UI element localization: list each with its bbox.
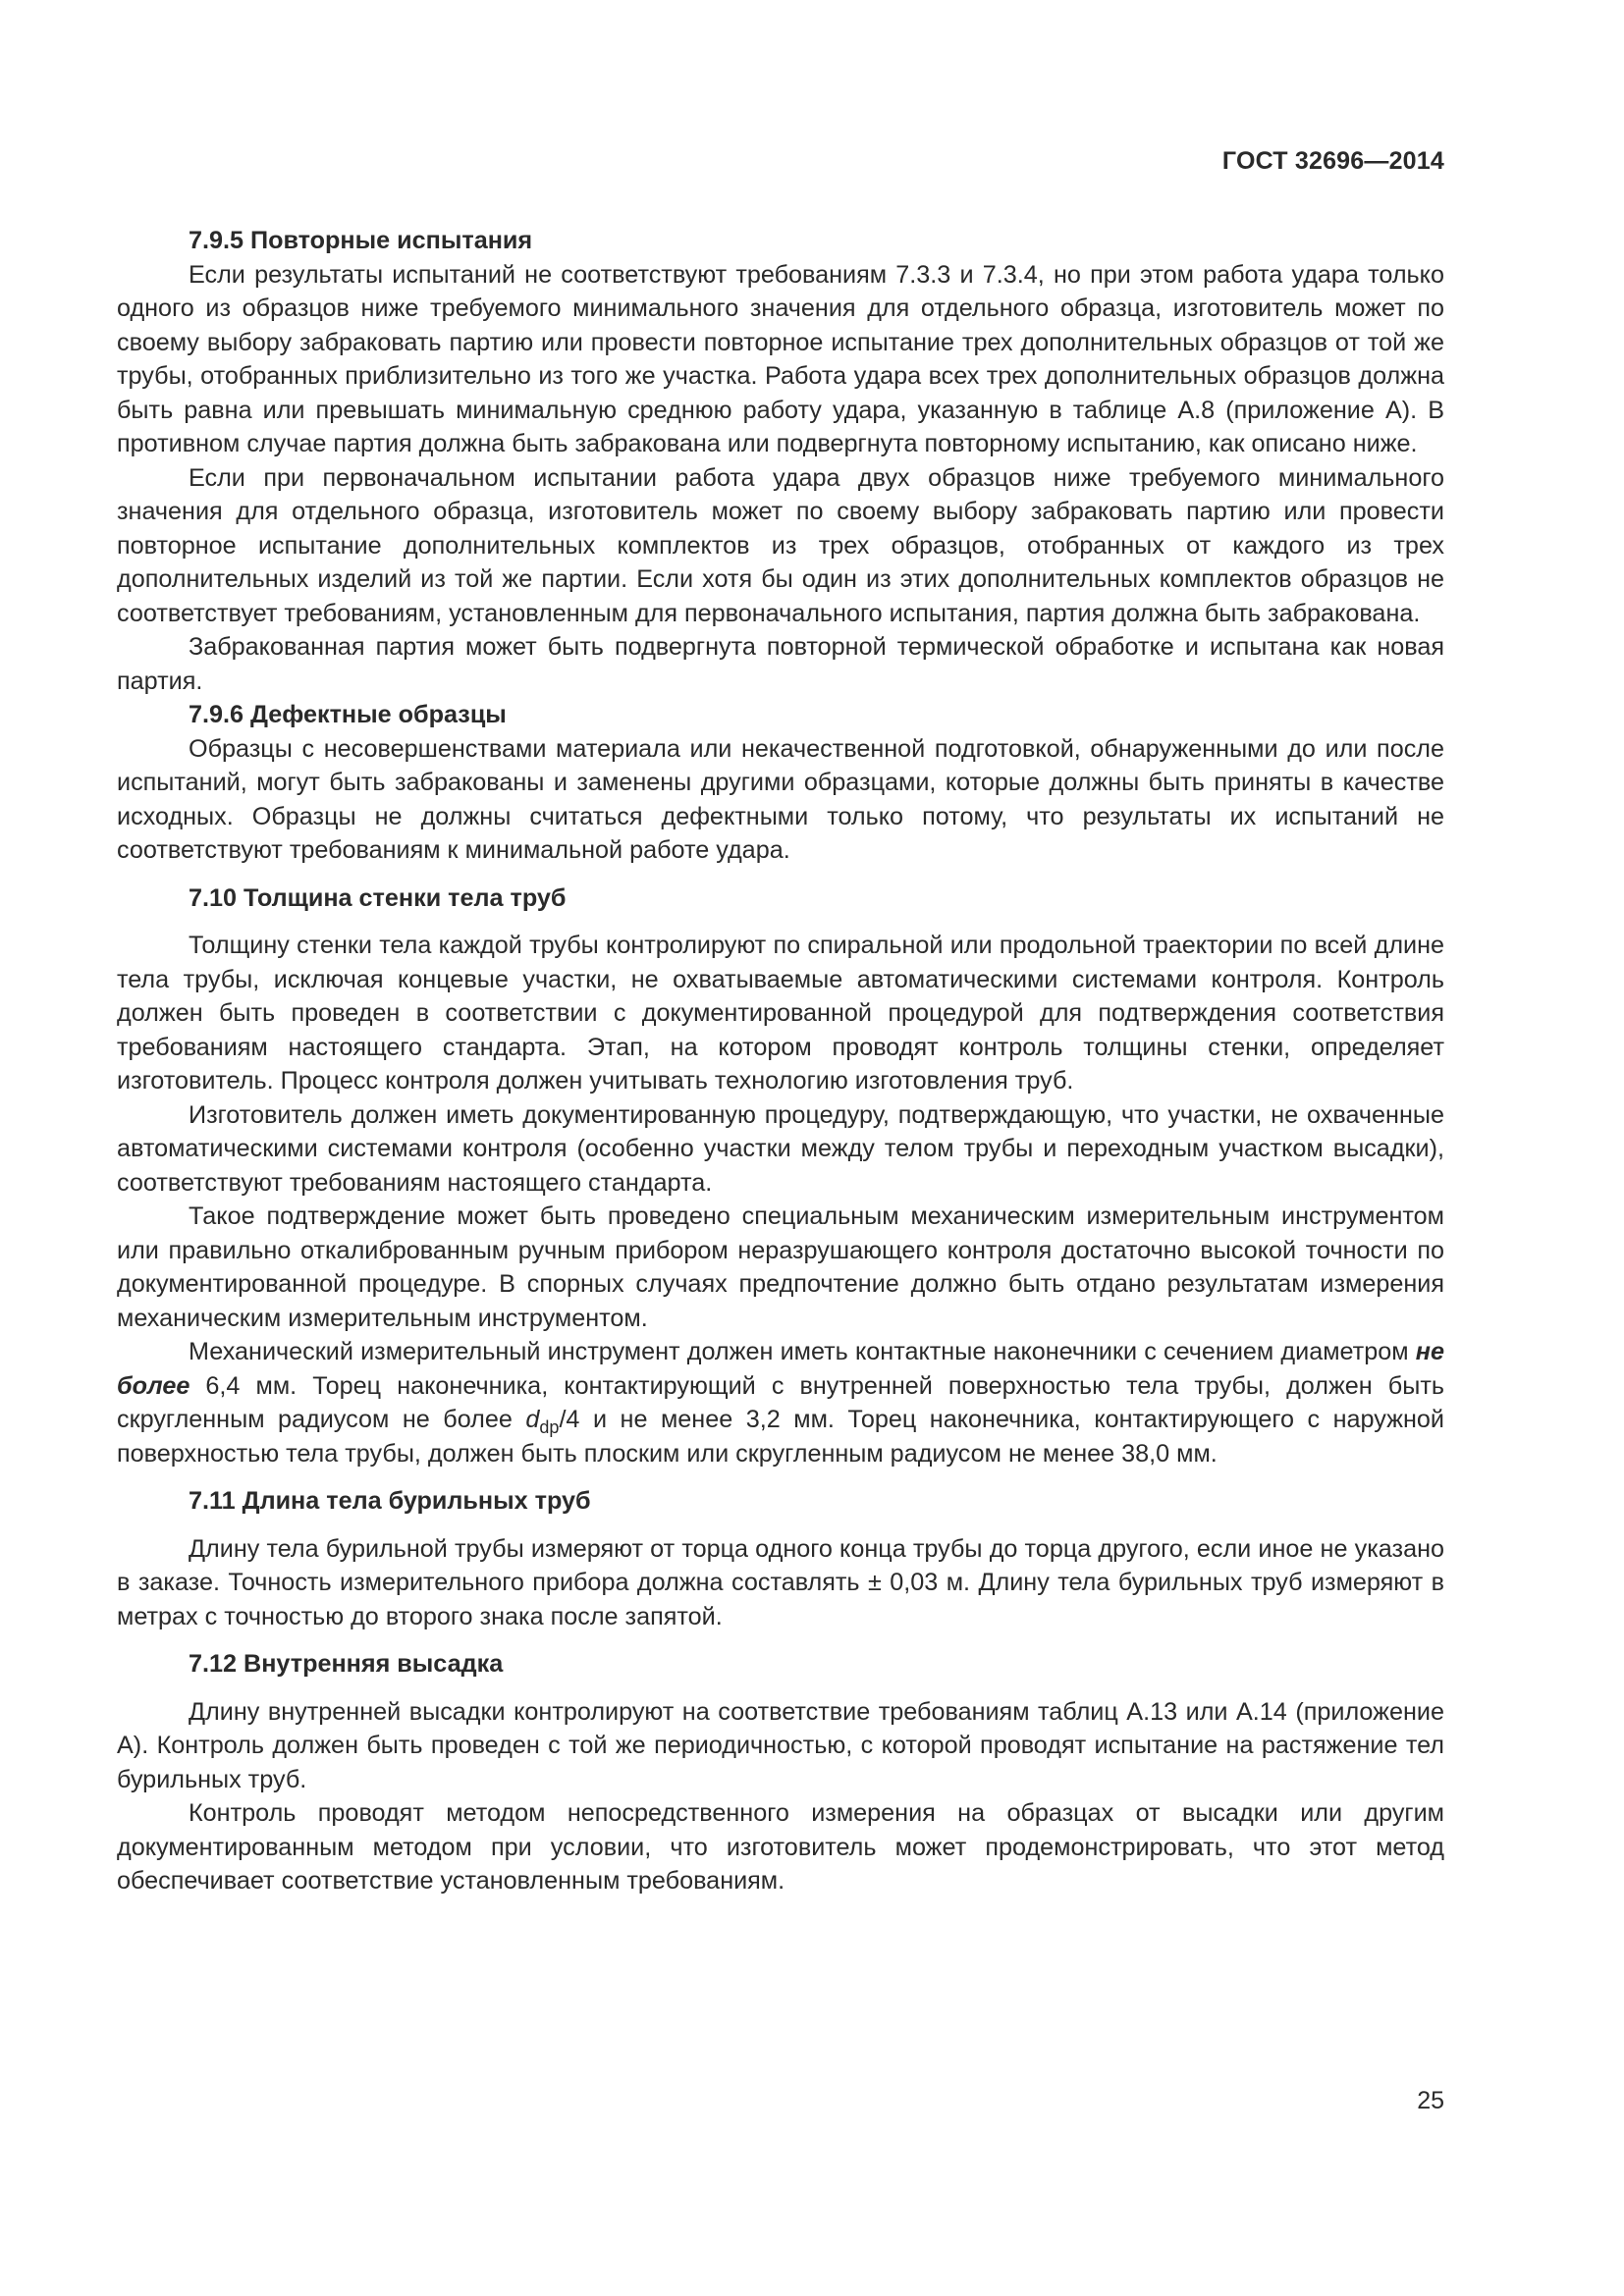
text-run: 6,4 мм. Торец наконечника, контактирующий с внутренней поверхностью тела трубы, должен быть скругленным радиусом не более (117, 1371, 1444, 1433)
paragraph: Такое подтверждение может быть проведено специальным механическим измерительным инструментом или правильно откалиброванным ручным прибором неразрушающего контроля достаточно высокой точности по документированной процедуре. В спорных случаях предпочтение должно быть отдано результатам измерения механическим измерительным инструментом. (117, 1202, 1444, 1332)
paragraph: Забракованная партия может быть подвергнута повторной термической обработке и испытана как новая партия. (117, 633, 1444, 695)
section-7-9-5-heading: 7.9.5 Повторные испытания (189, 227, 533, 254)
paragraph (117, 1335, 1444, 1470)
paragraph: Контроль проводят методом непосредственного измерения на образцах от высадки или другим документированным методом при условии, что изготовитель может продемонстрировать, что этот метод обеспечивает соответствие установленным требованиям. (117, 1799, 1444, 1895)
paragraph: Если при первоначальном испытании работа удара двух образцов ниже требуемого минимального значения для отдельного образца, изготовитель может по своему выбору забраковать партию или провести повторное испытание дополнительных комплектов из трех образцов, отобранных от каждого из трех дополнительных изделий из той же партии. Если хотя бы один из этих дополнительных комплектов образцов не соответствует требованиям, установленным для первоначального испытания, партия должна быть забракована. (117, 463, 1444, 627)
emphasis-text: не более (117, 1338, 1444, 1400)
formula-variable: d (525, 1406, 540, 1433)
document-id: ГОСТ 32696—2014 (1221, 147, 1444, 175)
text-run: Механический измерительный инструмент должен иметь контактные наконечники с сечением диаметром (189, 1338, 1416, 1365)
paragraph: Изготовитель должен иметь документированную процедуру, подтверждающую, что участки, не охваченные автоматическими системами контроля (особенно участки между телом трубы и переходным участком высадки), соответствуют требованиям настоящего стандарта. (117, 1100, 1444, 1197)
paragraph: Длину внутренней высадки контролируют на соответствие требованиям таблиц А.13 или А.14 (приложение А). Контроль должен быть проведен с той же периодичностью, с которой проводят испытание на растяжение тел бурильных труб. (117, 1697, 1444, 1793)
document-body (117, 224, 1444, 1898)
section-7-11-heading: 7.11 Длина тела бурильных труб (189, 1487, 591, 1515)
paragraph: Длину тела бурильной трубы измеряют от торца одного конца трубы до торца другого, если иное не указано в заказе. Точность измерительного прибора должна составлять ± 0,03 м. Длину тела бурильных труб измеряют в метрах с точностью до второго знака после запятой. (117, 1534, 1444, 1630)
text-run: /4 и не менее 3,2 мм. Торец наконечника, контактирующего с наружной поверхностью тела трубы, должен быть плоским или скругленным радиусом не менее 38,0 мм. (117, 1406, 1444, 1468)
section-7-12-heading: 7.12 Внутренняя высадка (189, 1650, 504, 1678)
paragraph: Образцы с несовершенствами материала или некачественной подготовкой, обнаруженными до или после испытаний, могут быть забракованы и заменены другими образцами, которые должны быть приняты в качестве исходных. Образцы не должны считаться дефектными только потому, что результаты их испытаний не соответствуют требованиям к минимальной работе удара. (117, 734, 1444, 864)
section-7-10-heading: 7.10 Толщина стенки тела труб (189, 883, 567, 912)
paragraph: Если результаты испытаний не соответствуют требованиям 7.3.3 и 7.3.4, но при этом работа удара только одного из образцов ниже требуемого минимального значения для отдельного образца, изготовитель может по своему выбору забраковать партию или провести повторное испытание трех дополнительных образцов от той же трубы, отобранных приблизительно из того же участка. Работа удара всех трех дополнительных образцов должна быть равна или превышать минимальную среднюю работу удара, указанную в таблице А.8 (приложение А). В противном случае партия должна быть забракована или подвергнута повторному испытанию, как описано ниже. (117, 260, 1444, 457)
formula-subscript: dp (539, 1417, 560, 1437)
paragraph: Толщину стенки тела каждой трубы контролируют по спиральной или продольной траектории по всей длине тела трубы, исключая концевые участки, не охватываемые автоматическими системами контроля. Контроль должен быть проведен в соответствии с документированной процедурой для подтверждения соответствия требованиям настоящего стандарта. Этап, на котором проводят контроль толщины стенки, определяет изготовитель. Процесс контроля должен учитывать технологию изготовления труб. (117, 932, 1444, 1095)
section-7-9-6-heading: 7.9.6 Дефектные образцы (189, 701, 507, 728)
page-number: 25 (1417, 2087, 1444, 2114)
